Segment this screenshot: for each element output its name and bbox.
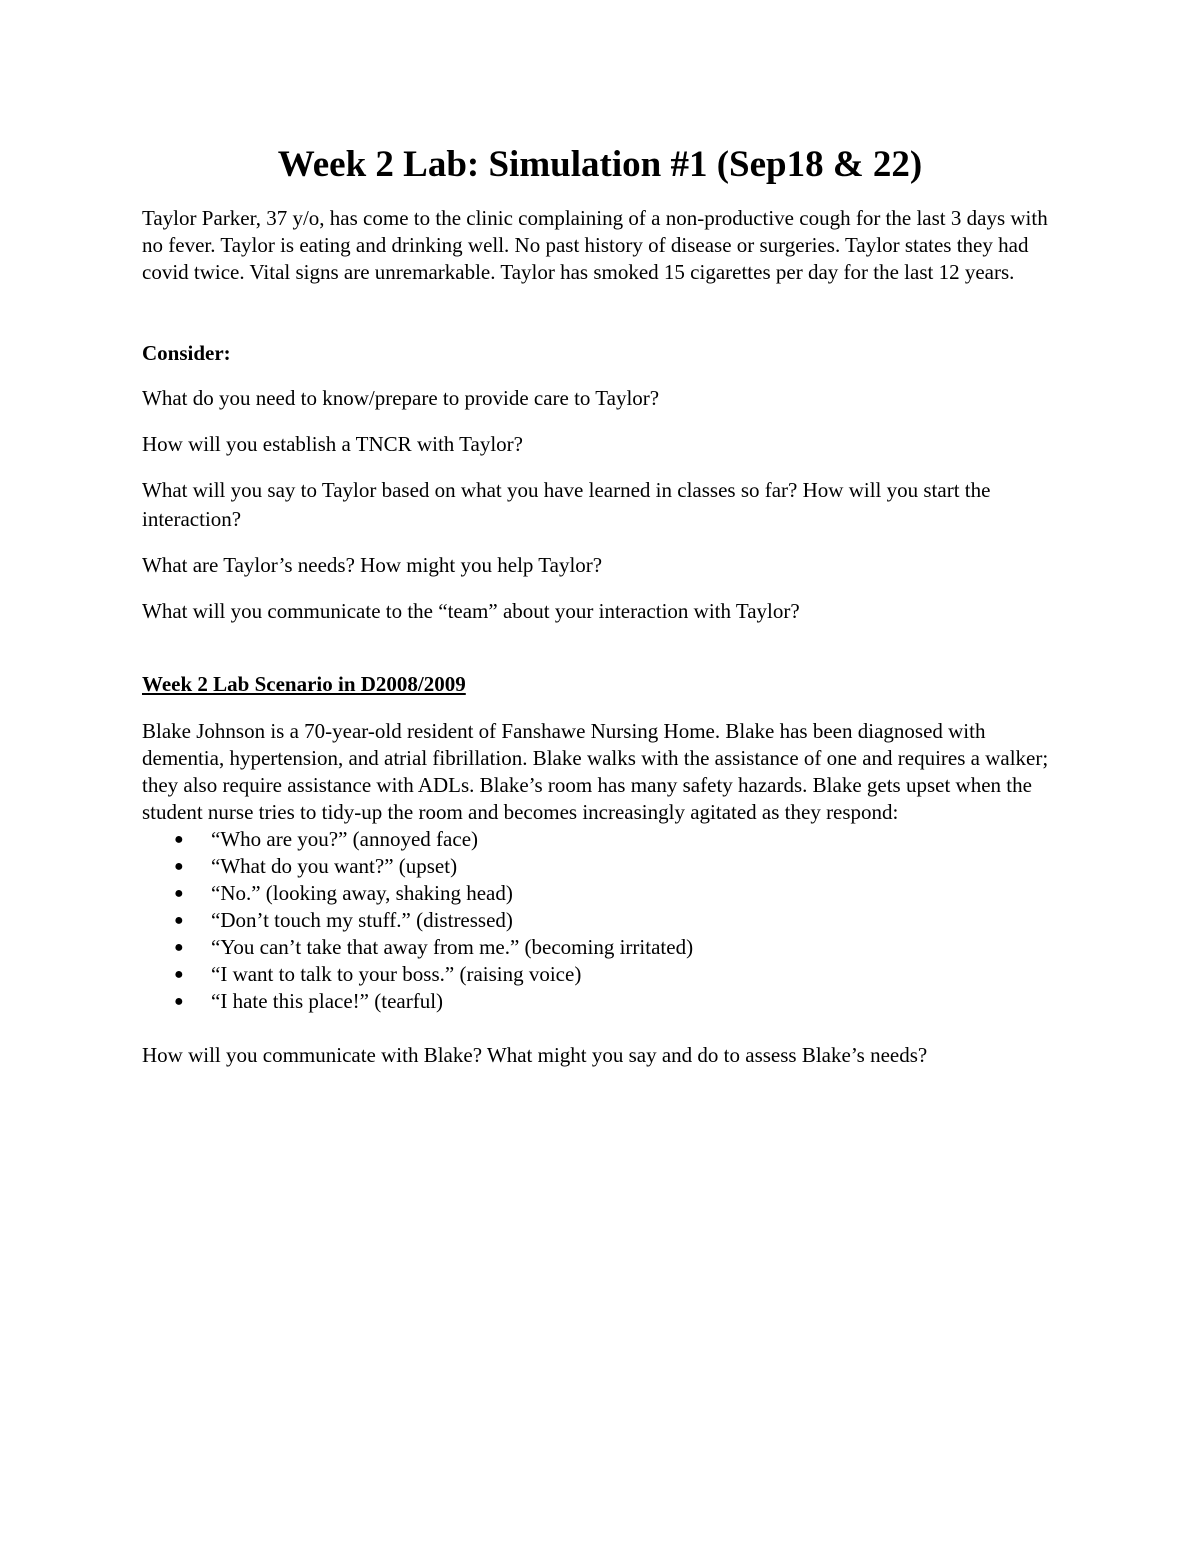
question-item: What are Taylor’s needs? How might you help Taylor?	[142, 553, 603, 577]
bullet-icon: ●	[174, 966, 184, 983]
response-item	[142, 826, 1062, 853]
consider-heading: Consider:	[142, 341, 231, 365]
response-text: “You can’t take that away from me.” (becoming irritated)	[211, 935, 694, 959]
question-item: What do you need to know/prepare to provide care to Taylor?	[142, 386, 660, 410]
bullet-icon: ●	[174, 912, 184, 929]
response-item	[142, 880, 1062, 907]
response-text: “Don’t touch my stuff.” (distressed)	[211, 908, 513, 932]
scenario-heading: Week 2 Lab Scenario in D2008/2009	[142, 672, 466, 696]
closing-question: How will you communicate with Blake? What might you say and do to assess Blake’s needs?	[142, 1043, 928, 1067]
bullet-icon: ●	[174, 885, 184, 902]
response-text: “No.” (looking away, shaking head)	[211, 881, 513, 905]
document-title: Week 2 Lab: Simulation #1 (Sep18 & 22)	[277, 144, 923, 185]
bullet-icon: ●	[174, 858, 184, 875]
question-item: What will you communicate to the “team” about your interaction with Taylor?	[142, 599, 800, 623]
response-text: “I hate this place!” (tearful)	[211, 989, 444, 1013]
response-item	[142, 853, 1062, 880]
response-item	[142, 907, 1062, 934]
response-text: “Who are you?” (annoyed face)	[211, 827, 479, 851]
intro-paragraph: Taylor Parker, 37 y/o, has come to the clinic complaining of a non-productive cough for the last 3 days with no fever. Taylor is eating and drinking well. No past history of disease or surgeries. Taylor states they had covid twice. Vital signs are unremarkable. Taylor has smoked 15 cigarettes per day for the last 12 years.	[142, 206, 1048, 284]
response-text: “What do you want?” (upset)	[211, 854, 458, 878]
document-body	[142, 205, 1062, 1069]
response-text: “I want to talk to your boss.” (raising voice)	[211, 962, 582, 986]
response-list	[142, 826, 1062, 1015]
question-list	[142, 384, 1062, 626]
bullet-icon: ●	[174, 939, 184, 956]
bullet-icon: ●	[174, 993, 184, 1010]
bullet-icon: ●	[174, 831, 184, 848]
response-item	[142, 988, 1062, 1015]
question-item: How will you establish a TNCR with Taylor?	[142, 432, 523, 456]
question-item: What will you say to Taylor based on what you have learned in classes so far? How will you start the interaction?	[142, 478, 991, 531]
response-item	[142, 961, 1062, 988]
response-item	[142, 934, 1062, 961]
scenario-paragraph: Blake Johnson is a 70-year-old resident of Fanshawe Nursing Home. Blake has been diagnosed with dementia, hypertension, and atrial fibrillation. Blake walks with the assistance of one and requires a walker; they also require assistance with ADLs. Blake’s room has many safety hazards. Blake gets upset when the student nurse tries to tidy-up the room and becomes increasingly agitated as they respond:	[142, 719, 1049, 824]
